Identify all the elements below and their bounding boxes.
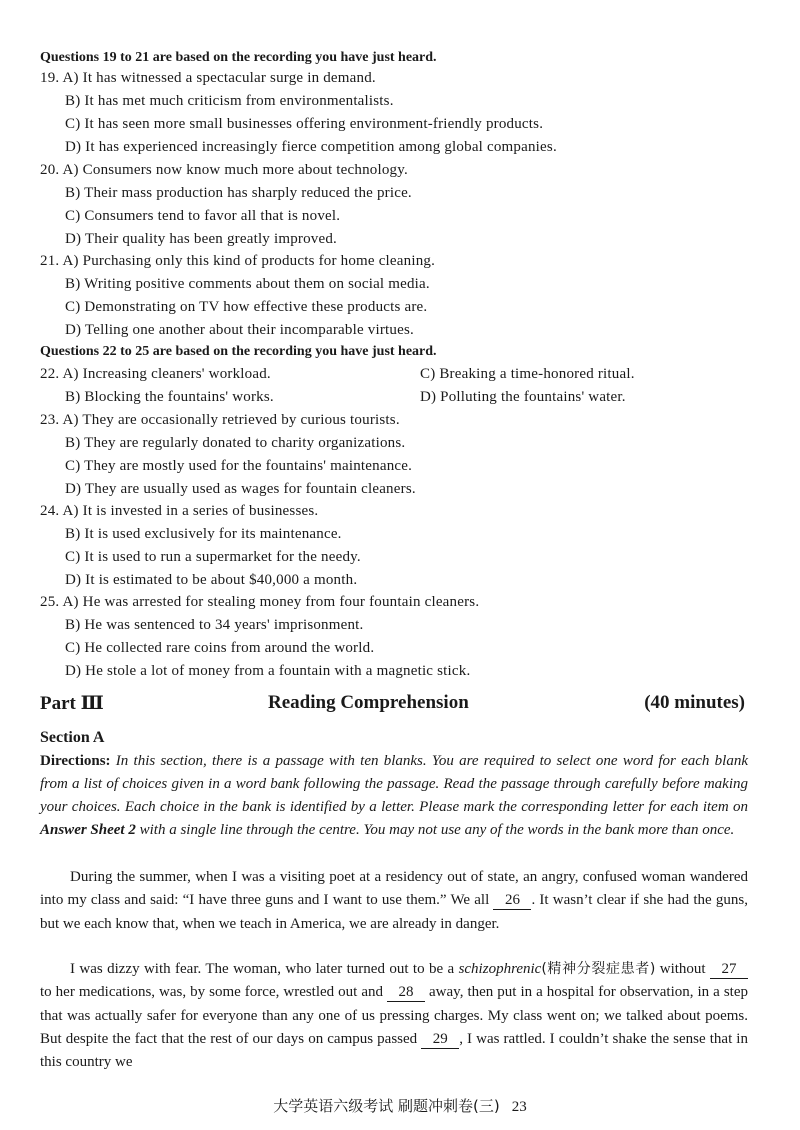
question-19-option-a: 19. A) It has witnessed a spectacular surge in demand. [40, 70, 376, 86]
question-22-option-d: D) Polluting the fountains' water. [420, 389, 626, 405]
question-24-option-b: B) It is used exclusively for its maintenance. [65, 526, 342, 542]
blank-29[interactable]: 29 [421, 1031, 459, 1049]
blank-26[interactable]: 26 [493, 892, 531, 910]
question-19-option-d: D) It has experienced increasingly fierce competition among global companies. [65, 139, 557, 155]
blank-27[interactable]: 27 [710, 961, 748, 979]
question-24-option-d: D) It is estimated to be about $40,000 a month. [65, 572, 358, 588]
question-20-option-d: D) Their quality has been greatly improved. [65, 231, 337, 247]
directions-label: Directions: [40, 753, 111, 769]
question-23-option-d: D) They are usually used as wages for fountain cleaners. [65, 481, 416, 497]
question-25-option-d: D) He stole a lot of money from a fountain with a magnetic stick. [65, 663, 471, 679]
question-21-option-d: D) Telling one another about their incomparable virtues. [65, 322, 414, 338]
question-23-option-a: 23. A) They are occasionally retrieved by curious tourists. [40, 412, 400, 428]
part-label: Part Ⅲ [40, 693, 104, 714]
question-23-option-c: C) They are mostly used for the fountains' maintenance. [65, 458, 413, 474]
questions-19-21-heading: Questions 19 to 21 are based on the recording you have just heard. [40, 50, 437, 65]
question-20-option-a: 20. A) Consumers now know much more about technology. [40, 162, 408, 178]
question-20-option-c: C) Consumers tend to favor all that is novel. [65, 208, 341, 224]
question-21-option-b: B) Writing positive comments about them on social media. [65, 276, 430, 292]
passage-paragraph-2: I was dizzy with fear. The woman, who later turned out to be a schizophrenic(精神分裂症患者) without 27 to her medications, was, by some force, wrestled out and 28 away, then put in a hospital for observation, in a step that was actually safer for everyone than any one of us pressing charges. My class went on; we talked about poems. But despite the fact that the rest of our days on campus passed 29 , I was rattled. I couldn’t shake the sense that in this country we [40, 961, 748, 1071]
question-24-option-c: C) It is used to run a supermarket for the needy. [65, 549, 361, 565]
question-25-option-c: C) He collected rare coins from around the world. [65, 640, 375, 656]
question-20-option-b: B) Their mass production has sharply reduced the price. [65, 185, 412, 201]
question-22-option-c: C) Breaking a time-honored ritual. [420, 366, 635, 382]
chinese-gloss: (精神分裂症患者) [541, 961, 656, 977]
footer-title: 大学英语六级考试 刷题冲刺卷(三) [273, 1097, 500, 1115]
question-19-option-c: C) It has seen more small businesses offering environment-friendly products. [65, 116, 544, 132]
question-22-option-b: B) Blocking the fountains' works. [65, 389, 274, 405]
question-24-option-a: 24. A) It is invested in a series of businesses. [40, 503, 319, 519]
page-number: 23 [511, 1099, 527, 1115]
part-time: (40 minutes) [644, 692, 745, 713]
questions-22-25-heading: Questions 22 to 25 are based on the recording you have just heard. [40, 344, 437, 359]
part-header [40, 692, 745, 718]
question-19-option-b: B) It has met much criticism from environmentalists. [65, 93, 394, 109]
question-21-option-c: C) Demonstrating on TV how effective these products are. [65, 299, 428, 315]
page-footer [0, 1095, 800, 1116]
answer-sheet-ref: Answer Sheet 2 [40, 822, 136, 838]
question-22-option-a: 22. A) Increasing cleaners' workload. [40, 366, 271, 382]
question-23-option-b: B) They are regularly donated to charity organizations. [65, 435, 406, 451]
question-21-option-a: 21. A) Purchasing only this kind of products for home cleaning. [40, 253, 436, 269]
directions: Directions: In this section, there is a passage with ten blanks. You are required to select one word for each blank from a list of choices given in a word bank following the passage. Read the passage through carefully before making your choices. Each choice in the bank is identified by a letter. Please mark the corresponding letter for each item on Answer Sheet 2 with a single line through the centre. You may not use any of the words in the bank more than once. [40, 753, 748, 838]
term-schizophrenic: schizophrenic [458, 961, 542, 977]
question-25-option-a: 25. A) He was arrested for stealing money from four fountain cleaners. [40, 594, 480, 610]
question-25-option-b: B) He was sentenced to 34 years' imprisonment. [65, 617, 364, 633]
section-title: Section A [40, 729, 105, 746]
passage-paragraph-1: During the summer, when I was a visiting poet at a residency out of state, an angry, confused woman wandered into my class and said: “I have three guns and I want to use them.” We all 26 . It wasn’t clear if she had the guns, but we each know that, when we teach in America, we are already in danger. [40, 869, 748, 932]
part-title: Reading Comprehension [268, 692, 469, 713]
blank-28[interactable]: 28 [387, 984, 425, 1002]
